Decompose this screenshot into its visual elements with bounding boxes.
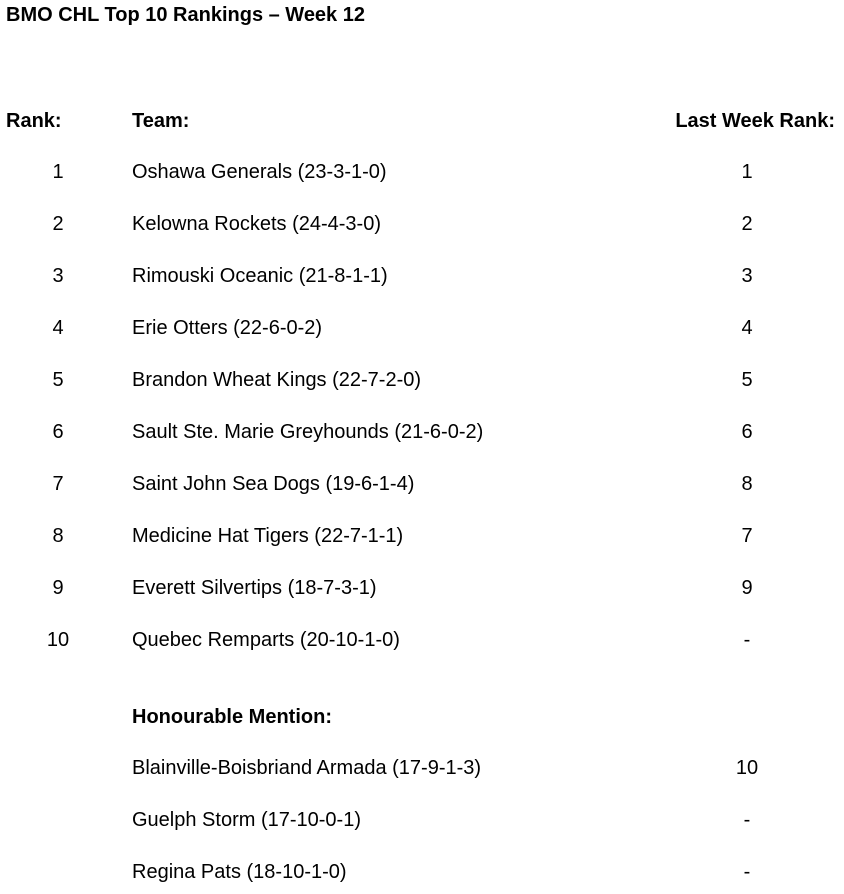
ranking-row [0, 629, 844, 659]
ranking-row [0, 577, 844, 607]
last-week-rank-cell: 8 [741, 473, 753, 495]
team-cell: Oshawa Generals (23-3-1-0) [132, 161, 387, 183]
ranking-row [0, 265, 844, 295]
rank-cell: 10 [46, 629, 70, 651]
honourable-mention-heading: Honourable Mention: [132, 706, 332, 728]
ranking-row [0, 525, 844, 555]
rank-cell: 8 [52, 525, 64, 547]
ranking-row [0, 473, 844, 503]
team-cell: Saint John Sea Dogs (19-6-1-4) [132, 473, 415, 495]
last-week-rank-cell: - [743, 809, 751, 831]
team-cell: Sault Ste. Marie Greyhounds (21-6-0-2) [132, 421, 484, 443]
honourable-mention-row [0, 861, 844, 891]
team-cell: Brandon Wheat Kings (22-7-2-0) [132, 369, 422, 391]
last-week-rank-cell: 9 [741, 577, 753, 599]
last-week-rank-cell: 1 [741, 161, 753, 183]
team-cell: Rimouski Oceanic (21-8-1-1) [132, 265, 388, 287]
last-week-rank-cell: 7 [741, 525, 753, 547]
honourable-mention-row [0, 757, 844, 787]
team-cell: Kelowna Rockets (24-4-3-0) [132, 213, 381, 235]
rank-cell: 4 [52, 317, 64, 339]
page-title: BMO CHL Top 10 Rankings – Week 12 [6, 4, 365, 26]
team-cell: Regina Pats (18-10-1-0) [132, 861, 347, 883]
rank-cell: 7 [52, 473, 64, 495]
last-week-rank-cell: 5 [741, 369, 753, 391]
team-cell: Quebec Remparts (20-10-1-0) [132, 629, 400, 651]
ranking-row [0, 421, 844, 451]
team-cell: Everett Silvertips (18-7-3-1) [132, 577, 377, 599]
honourable-mention-row [0, 809, 844, 839]
team-cell: Erie Otters (22-6-0-2) [132, 317, 323, 339]
ranking-row [0, 369, 844, 399]
rank-cell: 3 [52, 265, 64, 287]
rank-cell: 2 [52, 213, 64, 235]
last-week-rank-cell: 3 [741, 265, 753, 287]
rank-cell: 9 [52, 577, 64, 599]
ranking-row [0, 161, 844, 191]
rank-cell: 1 [52, 161, 64, 183]
last-week-rank-cell: - [743, 629, 751, 651]
last-week-rank-cell: 10 [735, 757, 759, 779]
rank-cell: 6 [52, 421, 64, 443]
last-week-rank-column-header: Last Week Rank: [675, 110, 835, 132]
ranking-row [0, 317, 844, 347]
team-column-header: Team: [132, 110, 190, 132]
last-week-rank-cell: 6 [741, 421, 753, 443]
team-cell: Medicine Hat Tigers (22-7-1-1) [132, 525, 404, 547]
team-cell: Blainville-Boisbriand Armada (17-9-1-3) [132, 757, 482, 779]
last-week-rank-cell: 4 [741, 317, 753, 339]
ranking-row [0, 213, 844, 243]
rank-cell: 5 [52, 369, 64, 391]
last-week-rank-cell: - [743, 861, 751, 883]
rank-column-header: Rank: [6, 110, 62, 132]
last-week-rank-cell: 2 [741, 213, 753, 235]
team-cell: Guelph Storm (17-10-0-1) [132, 809, 361, 831]
